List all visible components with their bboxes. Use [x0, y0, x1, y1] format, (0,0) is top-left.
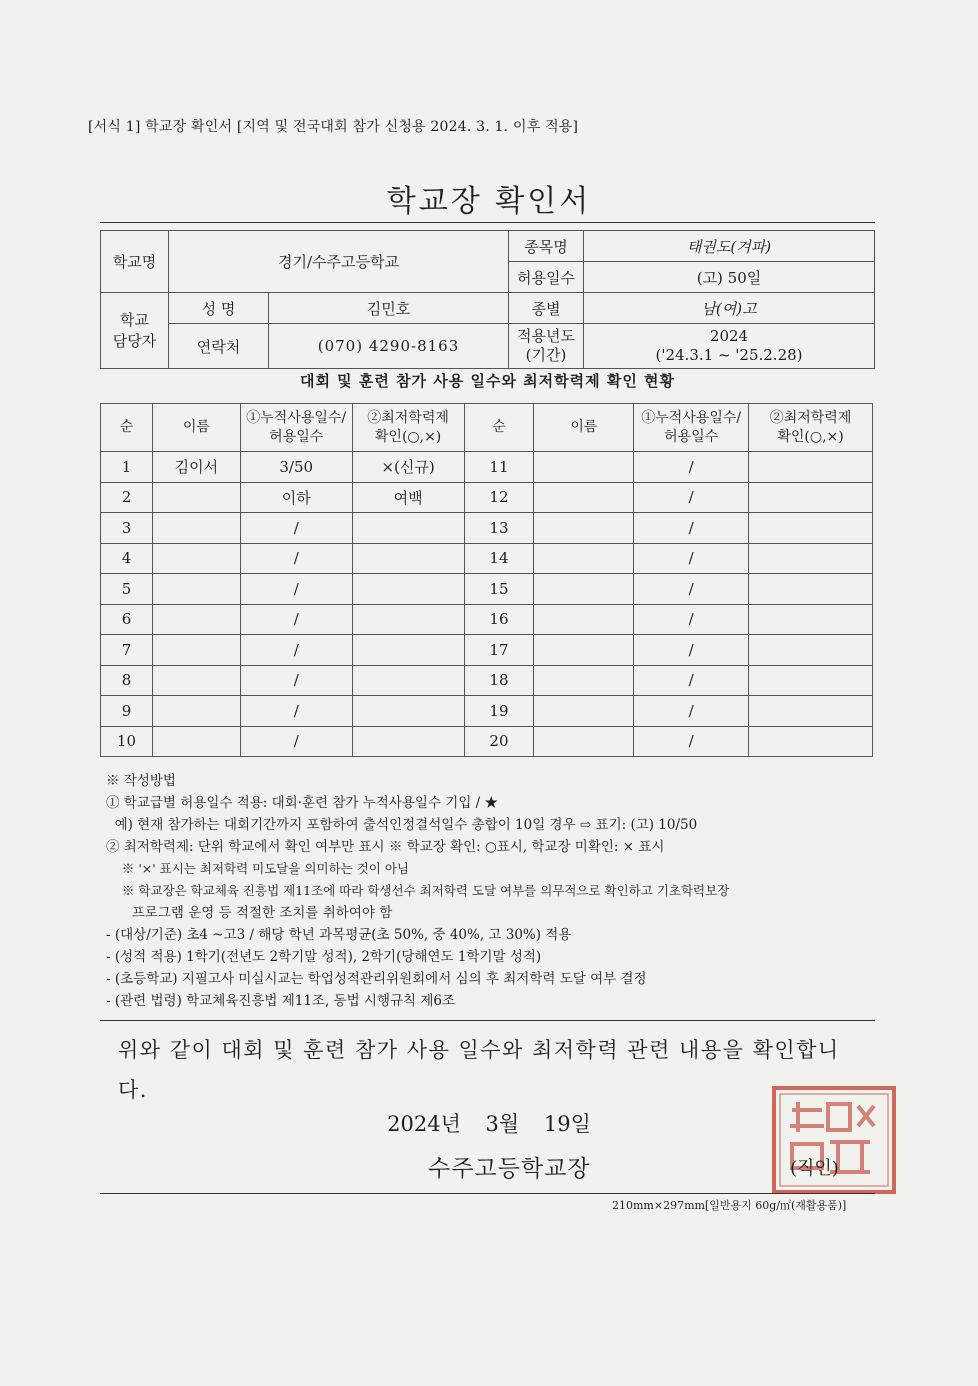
header-days-right: ①누적사용일수/ 허용일수: [634, 404, 749, 452]
row-academic-right: [749, 726, 873, 757]
note-line: ① 학교급별 허용일수 적용: 대회·훈련 참가 누적사용일수 기입 / ★: [106, 795, 498, 811]
row-no-left: 10: [101, 726, 153, 757]
row-academic-left: [352, 696, 464, 727]
info-table: [100, 230, 875, 369]
row-no-left: 1: [101, 452, 153, 483]
school-value: 경기/수주고등학교: [169, 231, 509, 293]
row-name-left: [152, 726, 240, 757]
row-name-right: [534, 543, 634, 574]
name-label: 성 명: [169, 293, 269, 324]
header-no-right: 순: [464, 404, 534, 452]
row-no-right: 12: [464, 482, 534, 513]
row-no-right: 13: [464, 513, 534, 544]
row-name-right: [534, 513, 634, 544]
row-name-right: [534, 635, 634, 666]
mid-rule: [100, 1020, 875, 1021]
name-value: 김민호: [269, 293, 509, 324]
top-rule: [100, 222, 875, 223]
row-days-left: /: [240, 604, 352, 635]
row-academic-right: [749, 513, 873, 544]
note-line: ※ 학교장은 학교체육 진흥법 제11조에 따라 학생선수 최저학력 도달 여부를 의무적으로 확인하고 기초학력보장: [106, 883, 730, 898]
note-line: - (초등학교) 지필고사 미실시교는 학업성적관리위원회에서 심의 후 최저학력 도달 여부 결정: [106, 971, 647, 987]
row-no-right: 11: [464, 452, 534, 483]
year-cell: [584, 324, 875, 369]
row-academic-left: 여백: [352, 482, 464, 513]
row-days-left: /: [240, 726, 352, 757]
row-no-left: 4: [101, 543, 153, 574]
period-value: ('24.3.1 ~ '25.2.28): [655, 346, 803, 364]
row-days-right: /: [634, 513, 749, 544]
row-no-right: 18: [464, 665, 534, 696]
row-days-left: 3/50: [240, 452, 352, 483]
row-days-left: /: [240, 665, 352, 696]
header-academic-left: ②최저학력제 확인(○,×): [352, 404, 464, 452]
header-name-right: 이름: [534, 404, 634, 452]
row-name-left: [152, 665, 240, 696]
row-name-right: [534, 452, 634, 483]
note-line: - (관련 법령) 학교체육진흥법 제11조, 동법 시행규칙 제6조: [106, 993, 456, 1009]
row-no-left: 8: [101, 665, 153, 696]
row-academic-left: [352, 543, 464, 574]
row-no-left: 6: [101, 604, 153, 635]
bottom-rule: [100, 1193, 875, 1194]
row-days-right: /: [634, 574, 749, 605]
table-row: [101, 482, 873, 513]
row-no-right: 19: [464, 696, 534, 727]
row-no-left: 5: [101, 574, 153, 605]
row-academic-left: [352, 726, 464, 757]
table-row: [101, 543, 873, 574]
row-no-left: 3: [101, 513, 153, 544]
issue-date: 2024년 3월 19일: [387, 1112, 591, 1136]
row-name-right: [534, 665, 634, 696]
note-line: 프로그램 운영 등 적절한 조치를 취하여야 함: [106, 905, 393, 921]
row-days-right: /: [634, 635, 749, 666]
note-line: ※ 작성방법: [106, 773, 176, 789]
row-name-right: [534, 482, 634, 513]
gender-label: 종별: [509, 293, 584, 324]
row-no-right: 14: [464, 543, 534, 574]
row-academic-right: [749, 635, 873, 666]
official-seal-icon: [768, 1082, 900, 1198]
row-no-left: 7: [101, 635, 153, 666]
row-days-left: /: [240, 635, 352, 666]
row-name-right: [534, 726, 634, 757]
row-academic-right: [749, 452, 873, 483]
status-table: [100, 403, 873, 757]
row-academic-left: [352, 604, 464, 635]
table-row: [101, 574, 873, 605]
row-name-left: [152, 543, 240, 574]
row-name-left: [152, 604, 240, 635]
header-no-left: 순: [101, 404, 153, 452]
notes: [106, 770, 886, 1012]
row-academic-right: [749, 696, 873, 727]
row-academic-right: [749, 665, 873, 696]
row-name-left: [152, 635, 240, 666]
header-academic-right: ②최저학력제 확인(○,×): [749, 404, 873, 452]
event-label: 종목명: [509, 231, 584, 262]
row-no-left: 2: [101, 482, 153, 513]
row-academic-right: [749, 482, 873, 513]
gender-value: 남(여)고: [584, 293, 875, 324]
row-name-left: [152, 513, 240, 544]
row-days-right: /: [634, 665, 749, 696]
header-days-left: ①누적사용일수/ 허용일수: [240, 404, 352, 452]
paper-spec: 210mm×297mm[일반용지 60g/㎡(재활용품)]: [612, 1199, 847, 1212]
row-no-right: 17: [464, 635, 534, 666]
contact-label: 연락처: [169, 324, 269, 369]
row-academic-right: [749, 574, 873, 605]
row-no-right: 16: [464, 604, 534, 635]
contact-value: (070) 4290-8163: [269, 324, 509, 369]
row-name-right: [534, 696, 634, 727]
header-name-left: 이름: [152, 404, 240, 452]
row-academic-right: [749, 543, 873, 574]
row-name-left: [152, 696, 240, 727]
manager-label: 학교 담당자: [101, 293, 169, 369]
allowed-days-value: (고) 50일: [584, 262, 875, 293]
row-days-right: /: [634, 696, 749, 727]
row-days-right: /: [634, 726, 749, 757]
row-name-left: 김이서: [152, 452, 240, 483]
allowed-days-label: 허용일수: [509, 262, 584, 293]
row-days-left: 이하: [240, 482, 352, 513]
event-value: 태권도(겨파): [584, 231, 875, 262]
note-line: ※ '×' 표시는 최저학력 미도달을 의미하는 것이 아님: [106, 861, 409, 876]
table-row: [101, 635, 873, 666]
row-academic-left: [352, 665, 464, 696]
year-value: 2024: [709, 327, 749, 345]
form-header: [서식 1] 학교장 확인서 [지역 및 전국대회 참가 신청용 2024. 3. 1. 이후 적용]: [88, 119, 579, 135]
row-name-right: [534, 574, 634, 605]
principal-name: 수주고등학교장: [428, 1156, 591, 1182]
row-name-left: [152, 574, 240, 605]
row-academic-left: [352, 635, 464, 666]
seal-label: (직인): [790, 1158, 839, 1179]
page-title: 학교장 확인서: [386, 184, 592, 219]
row-no-right: 15: [464, 574, 534, 605]
row-academic-right: [749, 604, 873, 635]
row-days-left: /: [240, 696, 352, 727]
table-row: [101, 665, 873, 696]
table-row: [101, 696, 873, 727]
row-no-left: 9: [101, 696, 153, 727]
row-days-right: /: [634, 482, 749, 513]
note-line: - (대상/기준) 초4 ~고3 / 해당 학년 과목평균(초 50%, 중 40%, 고 30%) 적용: [106, 927, 572, 943]
row-no-right: 20: [464, 726, 534, 757]
table-row: [101, 604, 873, 635]
row-academic-left: [352, 574, 464, 605]
row-days-left: /: [240, 543, 352, 574]
year-label: 적용년도 (기간): [509, 324, 584, 369]
row-days-left: /: [240, 574, 352, 605]
row-academic-left: ×(신규): [352, 452, 464, 483]
note-line: 예) 현재 참가하는 대회기간까지 포함하여 출석인정결석일수 총합이 10일 경우 ⇨ 표기: (고) 10/50: [106, 817, 698, 833]
note-line: ② 최저학력제: 단위 학교에서 확인 여부만 표시 ※ 학교장 확인: ○표시, 학교장 미확인: × 표시: [106, 839, 665, 855]
table-row: [101, 726, 873, 757]
row-days-right: /: [634, 452, 749, 483]
school-label: 학교명: [101, 231, 169, 293]
row-days-right: /: [634, 604, 749, 635]
note-line: - (성적 적용) 1학기(전년도 2학기말 성적), 2학기(당해연도 1학기말 성적): [106, 949, 542, 965]
table-row: [101, 452, 873, 483]
row-days-left: /: [240, 513, 352, 544]
table-row: [101, 513, 873, 544]
row-academic-left: [352, 513, 464, 544]
row-name-right: [534, 604, 634, 635]
status-title: 대회 및 훈련 참가 사용 일수와 최저학력제 확인 현황: [299, 372, 676, 390]
row-days-right: /: [634, 543, 749, 574]
row-name-left: [152, 482, 240, 513]
confirm-text: 위와 같이 대회 및 훈련 참가 사용 일수와 최저학력 관련 내용을 확인합니다.: [118, 1038, 840, 1102]
